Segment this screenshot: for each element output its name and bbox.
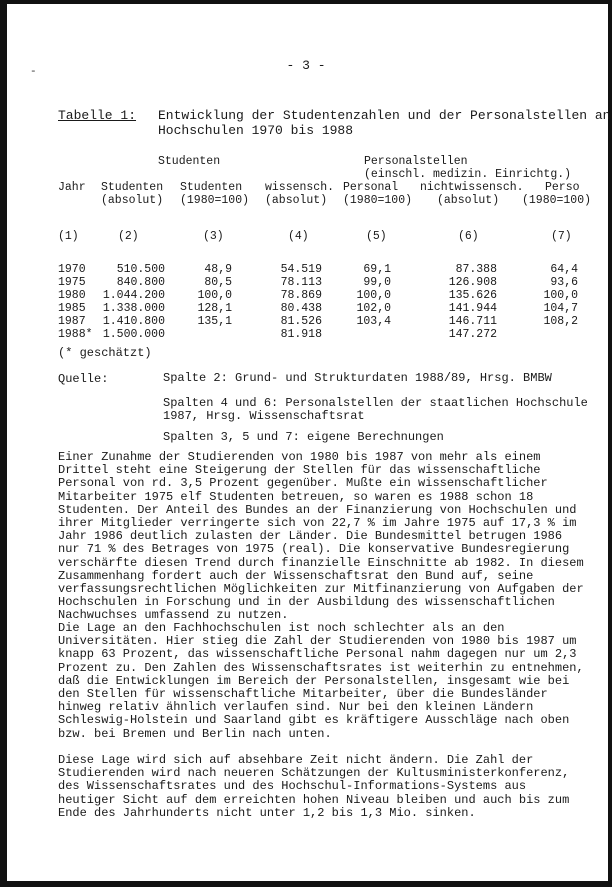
body-paragraph-2 xyxy=(58,622,588,741)
text-line: Nachwuchses umfassend zu nutzen. xyxy=(58,608,289,623)
text-line: knapp 63 Prozent, das wissenschaftliche Personal nahm dagegen nur um 2,3 xyxy=(58,647,577,662)
table-cell: 48,9 xyxy=(204,263,232,276)
text-line: verschärfte diesen Trend durch finanzielle Einschnitte ab 1982. In diesem xyxy=(58,555,584,570)
col-header-7-sub: (1980=100) xyxy=(522,194,592,207)
table-cell: 80.438 xyxy=(280,302,322,315)
table-cell: 104,7 xyxy=(543,302,578,315)
table-cell: 99,0 xyxy=(363,276,391,289)
col-header-6-sub: (absolut) xyxy=(437,194,500,207)
row-year: 1975 xyxy=(58,276,86,289)
source-2 xyxy=(163,397,588,423)
table-cell: 69,1 xyxy=(363,263,391,276)
table-title xyxy=(158,108,610,138)
text-line: bzw. bei Bremen und Berlin nach unten. xyxy=(58,726,332,741)
col-header-2: Studenten xyxy=(101,181,164,194)
col-number: (4) xyxy=(288,230,309,243)
table-cell: 135.626 xyxy=(448,289,497,302)
table-cell: 146.711 xyxy=(448,315,497,328)
table-cell: 64,4 xyxy=(550,263,578,276)
text-line: heutiger Sicht auf dem erreichten hohen Niveau bleiben und auch bis zum xyxy=(58,792,570,807)
text-line: Universitäten. Hier stieg die Zahl der Studierenden von 1980 bis 1987 um xyxy=(58,634,577,649)
text-line: Mitarbeiter 1975 elf Studenten betreuen, so waren es 1988 schon 18 xyxy=(58,489,534,504)
table-cell: 141.944 xyxy=(448,302,497,315)
text-line: Schleswig-Holstein und Saarland gibt es kräftigere Ausschläge nach oben xyxy=(58,713,570,728)
col-number: (2) xyxy=(118,230,139,243)
table-cell: 80,5 xyxy=(204,276,232,289)
text-line: verfassungsrechtlichen Möglichkeiten zur Mitfinanzierung von Aufgaben der xyxy=(58,582,584,597)
text-line: Drittel steht eine Steigerung der Stellen für das wissenschaftliche xyxy=(58,463,541,478)
table-cell: 54.519 xyxy=(280,263,322,276)
row-year: 1985 xyxy=(58,302,86,315)
table-cell: 128,1 xyxy=(197,302,232,315)
col-number: (6) xyxy=(458,230,479,243)
source-2-line: 1987, Hrsg. Wissenschaftsrat xyxy=(163,409,365,423)
col-header-4: wissensch. xyxy=(265,181,335,194)
scan-border-left xyxy=(0,0,7,887)
table-cell: 1.500.000 xyxy=(102,328,165,341)
text-line: des Wissenschaftsrates und des Hochschul-Informations-Systems aus xyxy=(58,779,527,794)
col-header-6: nichtwissensch. xyxy=(420,181,524,194)
col-header-5-sub: (1980=100) xyxy=(343,194,413,207)
text-line: Hochschulen in Forschung und in der Ausbildung des wissenschaftlichen xyxy=(58,595,555,610)
source-2-line: Spalten 4 und 6: Personalstellen der staatlichen Hochschule xyxy=(163,396,588,410)
col-header-jahr: Jahr xyxy=(58,181,86,194)
table-cell: 1.044.200 xyxy=(102,289,165,302)
text-line: nur 71 % des Betrages von 1975 (real). Die konservative Bundesregierung xyxy=(58,542,570,557)
table-footnote: (* geschätzt) xyxy=(58,346,152,360)
table-label: Tabelle 1: xyxy=(58,108,137,123)
body-paragraph-3 xyxy=(58,754,588,820)
col-header-3-sub: (1980=100) xyxy=(180,194,250,207)
table-cell: 126.908 xyxy=(448,276,497,289)
col-header-2-sub: (absolut) xyxy=(101,194,164,207)
col-header-3: Studenten xyxy=(180,181,243,194)
table-cell: 100,0 xyxy=(543,289,578,302)
table-cell: 87.388 xyxy=(455,263,497,276)
table-title-line: Hochschulen 1970 bis 1988 xyxy=(158,123,354,138)
table-cell: 93,6 xyxy=(550,276,578,289)
table-title-line: Entwicklung der Studentenzahlen und der Personalstellen an xyxy=(158,108,611,123)
scan-speck: - xyxy=(30,66,37,78)
col-number: (1) xyxy=(58,230,79,243)
text-line: Studenten. Der Anteil des Bundes an der Finanzierung von Hochschulen und xyxy=(58,502,577,517)
group-header-studenten: Studenten xyxy=(158,155,221,168)
table-cell: 100,0 xyxy=(197,289,232,302)
group-header-personal-sub: (einschl. medizin. Einrichtg.) xyxy=(364,168,572,181)
row-year: 1970 xyxy=(58,263,86,276)
text-line: Einer Zunahme der Studierenden von 1980 bis 1987 von mehr als einem xyxy=(58,450,541,464)
col-number: (7) xyxy=(551,230,572,243)
table-cell: 100,0 xyxy=(356,289,391,302)
text-line: hinweg relativ ähnlich verlaufen sind. Nur bei den kleinen Ländern xyxy=(58,700,534,715)
table-cell: 135,1 xyxy=(197,315,232,328)
scan-border-top xyxy=(0,0,612,4)
col-header-5: Personal xyxy=(343,181,399,194)
sources-label: Quelle: xyxy=(58,372,109,386)
text-line: Ende des Jahrhunderts nicht unter 1,2 bis 1,3 Mio. sinken. xyxy=(58,805,476,820)
table-cell: 78.113 xyxy=(280,276,322,289)
text-line: Personal von rd. 3,5 Prozent gegenüber. Mußte ein wissenschaftlicher xyxy=(58,476,548,491)
table-cell: 510.500 xyxy=(116,263,165,276)
source-3: Spalten 3, 5 und 7: eigene Berechnungen xyxy=(163,430,444,444)
table-cell: 1.338.000 xyxy=(102,302,165,315)
scan-border-bottom xyxy=(0,881,612,887)
group-header-personal: Personalstellen xyxy=(364,155,468,168)
text-line: Diese Lage wird sich auf absehbare Zeit nicht ändern. Die Zahl der xyxy=(58,753,534,767)
table-cell: 103,4 xyxy=(356,315,391,328)
text-line: Prozent zu. Den Zahlen des Wissenschaftsrates ist weiterhin zu entnehmen, xyxy=(58,660,584,675)
text-line: Die Lage an den Fachhochschulen ist noch schlechter als an den xyxy=(58,621,505,635)
text-line: daß die Entwicklungen im Bereich der Personalstellen, insgesamt wie bei xyxy=(58,673,570,688)
table-cell: 1.410.800 xyxy=(102,315,165,328)
text-line: ihrer Mitglieder verringerte sich von 22,7 % im Jahre 1975 auf 17,3 % im xyxy=(58,516,577,531)
col-header-7: Perso xyxy=(545,181,580,194)
col-header-4-sub: (absolut) xyxy=(265,194,328,207)
body-paragraph-1 xyxy=(58,451,588,623)
table-cell: 102,0 xyxy=(356,302,391,315)
row-year: 1988* xyxy=(58,328,93,341)
row-year: 1987 xyxy=(58,315,86,328)
text-line: Jahr 1986 deutlich zulasten der Länder. Die Bundesmittel betrugen 1986 xyxy=(58,529,563,544)
text-line: den Stellen für wissenschaftliche Mitarbeiter, über die Bundesländer xyxy=(58,687,548,702)
table-cell: 81.526 xyxy=(280,315,322,328)
row-year: 1980 xyxy=(58,289,86,302)
table-cell: 108,2 xyxy=(543,315,578,328)
text-line: Studierenden wird nach neueren Schätzungen der Kultusministerkonferenz, xyxy=(58,766,570,781)
table-cell: 81.918 xyxy=(280,328,322,341)
table-cell: 840.800 xyxy=(116,276,165,289)
page-number: - 3 - xyxy=(286,58,326,73)
text-line: Zusammenhang fordert auch der Wissenschaftsrat den Bund auf, seine xyxy=(58,568,534,583)
source-1: Spalte 2: Grund- und Strukturdaten 1988/89, Hrsg. BMBW xyxy=(163,371,552,385)
table-cell: 78.869 xyxy=(280,289,322,302)
table-cell: 147.272 xyxy=(448,328,497,341)
col-number: (3) xyxy=(203,230,224,243)
col-number: (5) xyxy=(366,230,387,243)
